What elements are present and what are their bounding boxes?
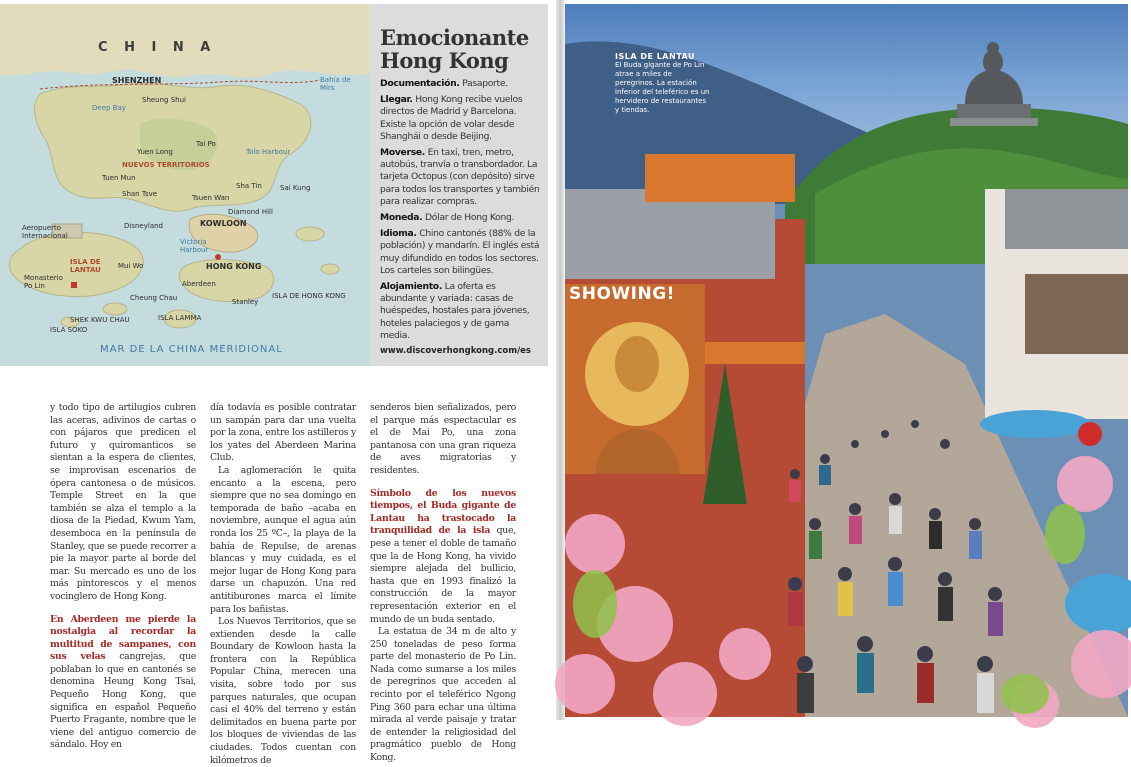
map-label-diamond-hill: Diamond Hill (228, 208, 273, 216)
caption-title: ISLA DE LANTAU (615, 52, 695, 61)
map-label-stanley: Stanley (232, 298, 259, 306)
map-label-disneyland: Disneyland (124, 222, 163, 230)
info-moneda (380, 212, 540, 224)
paragraph-text: que, pese a tener el doble de tamaño que la de Hong Kong, ha vivido siempre alejada del bullicio, hasta que en 1993 finalizó la construcción de la mayor representación exterior en el mundo de un buda sentado. (370, 525, 516, 625)
lead-in: Símbolo de los nuevos tiempos, el Buda gigante de Lantau ha trastocado la tranquilidad de la isla (370, 487, 516, 537)
info-text: Chino cantonés (88% de la población) y mandarín. El inglés está muy difundido en todos los sectores. Los carteles son bilingües. (380, 228, 540, 276)
info-url[interactable]: www.discoverhongkong.com/es (380, 346, 531, 357)
map-label-yuen-long: Yuen Long (137, 148, 173, 156)
lead-in: En Aberdeen me pierde la nostalgia al recordar la multitud de sampanes, con sus velas (50, 613, 196, 663)
map-label-china: C H I N A (98, 40, 217, 55)
mural-buddha-face (615, 336, 659, 392)
paragraph: La aglomeración le quita encanto a la escena, pero siempre que no sea domingo en temporada de baño –acaba en noviembre, aunque el agua aún ronda los 25 ºC–, la playa de la bahía de Repulse, de arenas blancas y muy cuidada, es el mejor lugar de Hong Kong para darse un chapuzón. Una red antitiburones marca el límite para los bañistas. (210, 464, 356, 615)
info-text: Pasaporte. (459, 78, 508, 89)
article-column-2 (210, 402, 356, 767)
left-page (0, 0, 558, 766)
umbrella (980, 410, 1090, 438)
info-text: La oferta es abundante y variada: casas de huéspedes, hostales para jóvenes, hoteles palaciegos y de gama media. (380, 281, 530, 341)
info-label: Moneda. (380, 212, 423, 224)
hk-marker (215, 254, 221, 260)
info-title: Emocionante Hong Kong (380, 25, 529, 73)
paragraph: Los Nuevos Territorios, que se extienden desde la calle Boundary de Kowloon hasta la frontera con la República Popular China, merecen una visita, sobre todo por sus parques naturales, que ocupan casi el 40% del terreno y están delimitados en buena parte por los bloques de viviendas de las ciudades. Todos cuentan con kilómetros de (210, 616, 356, 766)
paragraph (370, 488, 516, 627)
east-islands (296, 227, 324, 241)
monastery-marker (71, 282, 77, 288)
map-label-sai-kung: Sai Kung (280, 184, 311, 192)
article-column-1 (50, 402, 196, 752)
info-text: Hong Kong recibe vuelos directos de Madrid y Barcelona. Existe la opción de volar desde Shanghái o desde Beijing. (380, 94, 523, 142)
map-label-nuevos-territorios: NUEVOS TERRITORIOS (122, 161, 210, 169)
map-label-monasterio: Monasterio Po Lin (24, 274, 63, 290)
right-roof (1005, 189, 1128, 249)
caption-text: El Buda gigante de Po Lin atrae a miles de peregrinos. La estación inferior del teleférico es un hervidero de restaurantes y tiendas. (615, 61, 710, 114)
map-label-isla-lamma: ISLA LAMMA (158, 314, 202, 322)
map-label-sheung-shui: Sheung Shui (142, 96, 186, 104)
orange-roof (645, 154, 795, 202)
map-label-victoria-harbour: Victoria Harbour (180, 238, 209, 254)
map-label-shenzhen: SHENZHEN (112, 76, 162, 85)
map-label-sha-tin: Sha Tin (236, 182, 262, 190)
info-idioma (380, 228, 540, 277)
map-label-deep-bay: Deep Bay (92, 104, 126, 112)
info-label: Documentación. (380, 78, 460, 89)
map-label-shan-tsve: Shan Tsve (122, 190, 158, 198)
info-label: Moverse. (380, 147, 425, 159)
photo-caption (615, 52, 710, 115)
right-roof-2 (1025, 274, 1128, 354)
map-shapes (0, 4, 370, 366)
orange-roof-lower (705, 342, 805, 364)
info-llegar (380, 94, 540, 143)
map-label-isla-soko: ISLA SOKO (50, 326, 88, 334)
map-label-shek-kwu: SHEK KWU CHAU (70, 316, 130, 324)
hong-kong-map (0, 4, 370, 366)
info-label: Llegar. (380, 94, 413, 106)
paragraph: La estatua de 34 m de alto y 250 toneladas de peso forma parte del monasterio de Po Lin. Nada como sumarse a los miles de peregrinos que acceden al recinto por el teleférico Ngong Ping 360 para echar una última mirada al verde paisaje y tratar de entender la religiosidad del pragmático pueblo de Hong Kong. (370, 626, 516, 764)
info-label: Idioma. (380, 228, 417, 240)
info-label: Alojamiento. (380, 281, 443, 293)
article-column-3 (370, 402, 516, 765)
info-alojamiento (380, 281, 540, 342)
map-label-aberdeen: Aberdeen (182, 280, 216, 288)
map-label-tolo-harbour: Tolo Harbour (246, 148, 291, 156)
map-label-hong-kong: HONG KONG (206, 262, 262, 271)
cheung-chau-island (103, 303, 127, 315)
map-label-kowloon: KOWLOON (200, 219, 247, 228)
east-islands-2 (321, 264, 339, 274)
map-label-isla-hk: ISLA DE HONG KONG (272, 292, 346, 300)
map-label-cheung-chau: Cheung Chau (130, 294, 178, 302)
paragraph: senderos bien señalizados, pero el parque más espectacular es el de Mai Po, una zona pantanosa con una gran riqueza de aves migratorias y residentes. (370, 402, 516, 476)
map-label-tai-po: Tai Po (196, 140, 216, 148)
map-label-tsuen-wan: Tsuen Wan (192, 194, 230, 202)
lantern (1078, 422, 1102, 446)
map-label-bahia-mirs: Bahía de Mirs (320, 76, 351, 92)
page-gutter (556, 0, 565, 720)
map-label-sea: MAR DE LA CHINA MERIDIONAL (100, 344, 283, 355)
left-roof (565, 189, 775, 279)
info-moverse (380, 147, 540, 208)
info-documentacion (380, 78, 540, 90)
showing-sign: SHOWING! (569, 284, 675, 304)
map-label-isla-lantau: ISLA DE LANTAU (70, 258, 101, 274)
map-label-mui-wo: Mui Wo (118, 262, 144, 270)
paragraph-text: cangrejas, que poblaban lo que en cantonés se denomina Heung Kong Tsai, Pequeño Hong Kong, que significa en español Pequeño Puerto Fragante, nombre que le viene del antiguo comercio de sándalo. Hoy en (50, 651, 196, 751)
map-label-tuen-mun: Tuen Mun (102, 174, 136, 182)
travel-info-box (370, 4, 548, 366)
paragraph: y todo tipo de artilugios cubren las aceras, adivinos de cartas o con pájaros que predicen el futuro y quiromanticos se sientan a la espera de clientes, se improvisan escenarios de ópera cantonesa o de músicos. Temple Street en la que también se alza el templo a la diosa de la Piedad, Kwum Yam, desemboca en la península de Stanley, que se puede recorrer a pie la mayor parte al borde del mar. Su mercado es uno de los más pintorescos y el menos vocinglero de Hong Kong. (50, 402, 196, 602)
map-label-aeropuerto: Aeropuerto Internacional (22, 224, 68, 240)
lantau-photo (565, 4, 1128, 717)
info-text: Dólar de Hong Kong. (422, 212, 515, 224)
paragraph: día todavía es posible contratar un sampán para dar una vuelta por la zona, entre los astilleros y los yates del Aberdeen Marina Club. (210, 402, 356, 464)
paragraph (50, 614, 196, 753)
info-text: En taxi, tren, metro, autobús, tranvía o transbordador. La tarjeta Octopus (con depósito) sirve para todos los transportes y también para realizar compras. (380, 147, 540, 207)
buddha-statue (950, 42, 1038, 126)
